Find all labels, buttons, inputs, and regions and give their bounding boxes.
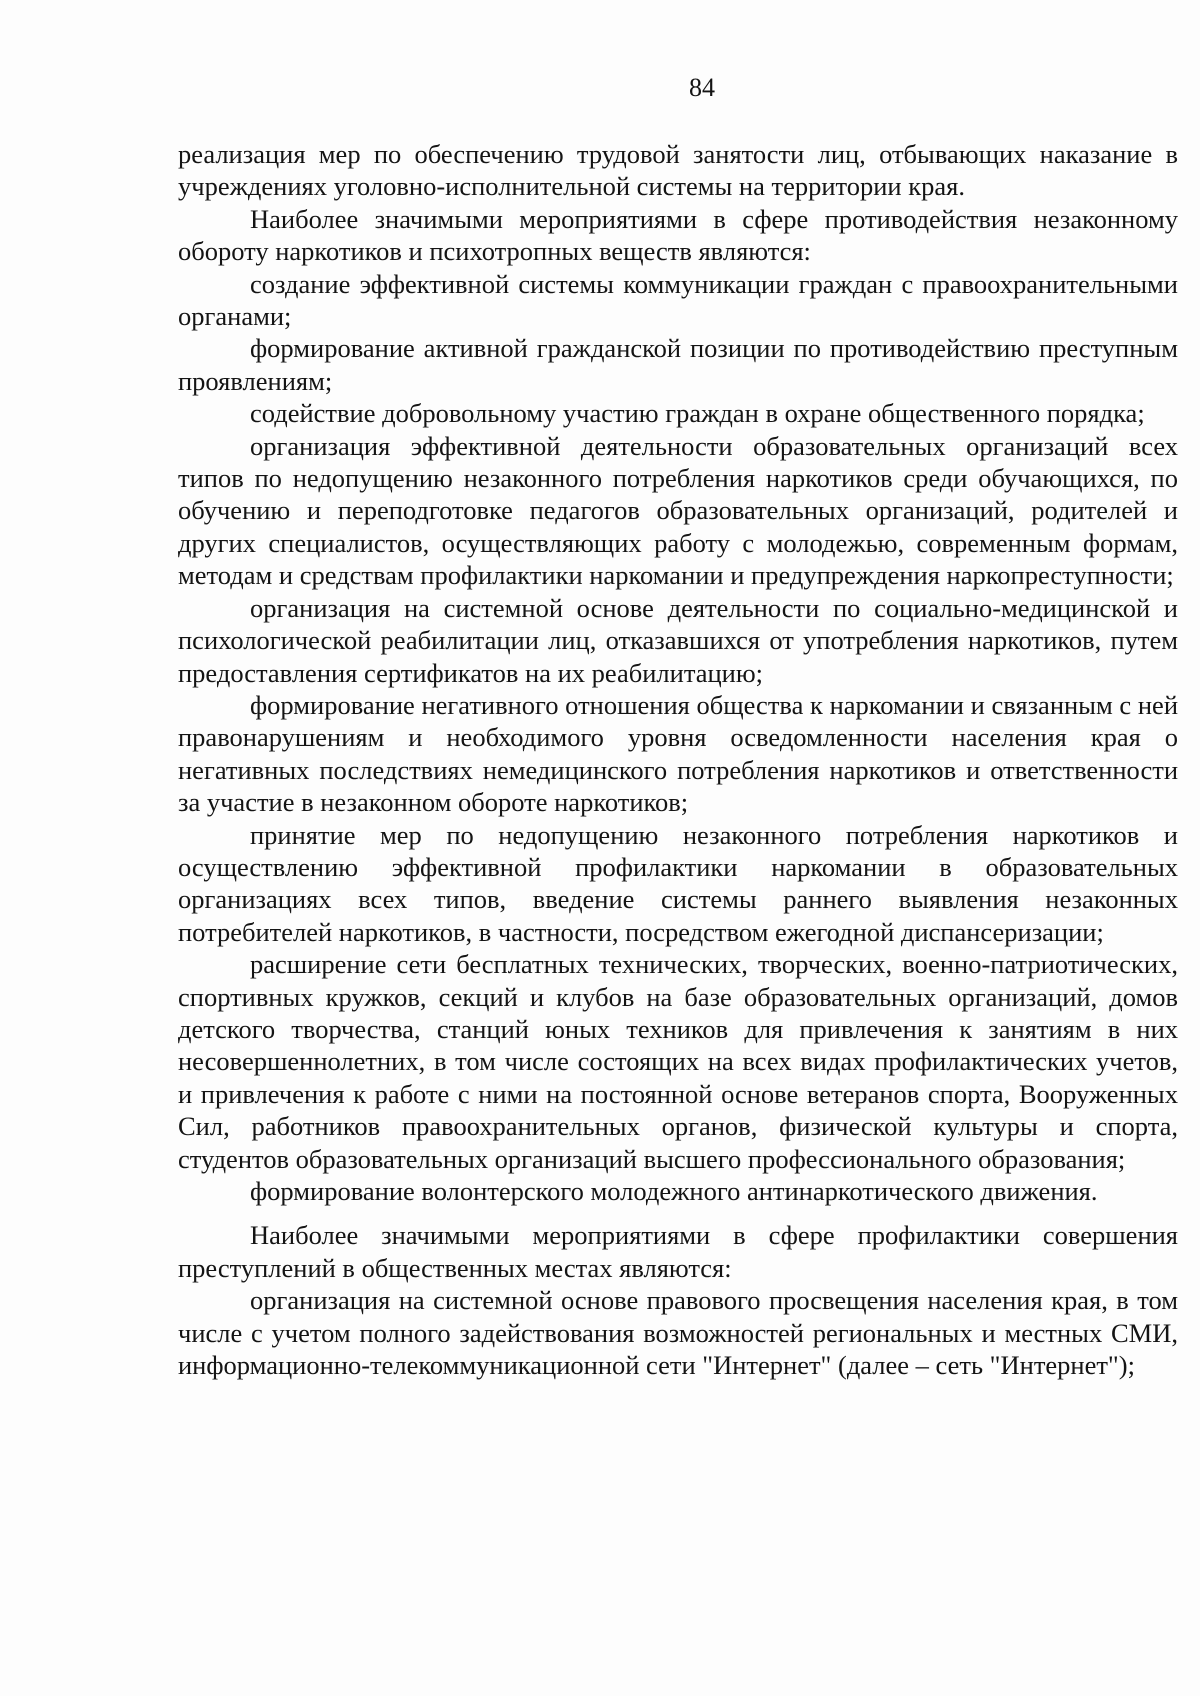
list-item-free-clubs: расширение сети бесплатных технических, творческих, военно-патриотических, спортивных кружков, секций и клубов на базе образовательных организаций, домов детского творчества, станций юных техников для привлечения к занятиям в них несовершеннолетних, в том числе состоящих на всех видах профилактических учетов, и привлечения к работе с ними на постоянной основе ветеранов спорта, Вооруженных Сил, работников правоохранительных органов, физической культуры и спорта, студентов образовательных организаций высшего профессионального образования; xyxy=(178,949,1178,1174)
list-item-legal-education: организация на системной основе правового просвещения населения края, в том числе с учетом полного задействования возможностей региональных и местных СМИ, информационно-телекоммуникационной сети "Интернет" (далее – сеть "Интернет"); xyxy=(178,1285,1178,1381)
list-item-negative-attitude: формирование негативного отношения общества к наркомании и связанным с ней правонарушениям и необходимого уровня осведомленности населения края о негативных последствиях немедицинского потребления наркотиков и ответственности за участие в незаконном обороте наркотиков; xyxy=(178,689,1178,818)
paragraph-labor-employment: реализация мер по обеспечению трудовой занятости лиц, отбывающих наказание в учреждениях уголовно-исполнительной системы на территории края. xyxy=(178,139,1178,202)
list-item-rehabilitation: организация на системной основе деятельности по социально-медицинской и психологической реабилитации лиц, отказавшихся от употребления наркотиков, путем предоставления сертификатов на их реабилитацию; xyxy=(178,592,1178,688)
document-body xyxy=(178,138,1178,1381)
list-item-civic-position: формирование активной гражданской позиции по противодействию преступным проявлениям; xyxy=(178,333,1178,396)
list-item-volunteer-movement: формирование волонтерского молодежного антинаркотического движения. xyxy=(250,1176,1098,1206)
list-item-educational-organizations: организация эффективной деятельности образовательных организаций всех типов по недопущению незаконного потребления наркотиков среди обучающихся, по обучению и переподготовке педагогов образовательных организаций, родителей и других специалистов, осуществляющих работу с молодежью, современным формам, методам и средствам профилактики наркомании и предупреждения наркопреступности; xyxy=(178,430,1178,591)
list-item-communication-system: создание эффективной системы коммуникации граждан с правоохранительными органами; xyxy=(178,268,1178,332)
list-item-voluntary-participation: содействие добровольному участию граждан в охране общественного порядка; xyxy=(250,398,1145,429)
page-number: 84 xyxy=(689,73,715,102)
paragraph-drug-measures-intro: Наиболее значимыми мероприятиями в сфере противодействия незаконному обороту наркотиков и психотропных веществ являются: xyxy=(178,203,1178,267)
list-item-prevention-measures: принятие мер по недопущению незаконного потребления наркотиков и осуществлению эффективной профилактики наркомании в образовательных организациях всех типов, введение системы раннего выявления незаконных потребителей наркотиков, в частности, посредством ежегодной диспансеризации; xyxy=(178,819,1178,947)
paragraph-public-places-intro: Наиболее значимыми мероприятиями в сфере профилактики совершения преступлений в общественных местах являются: xyxy=(178,1220,1178,1283)
